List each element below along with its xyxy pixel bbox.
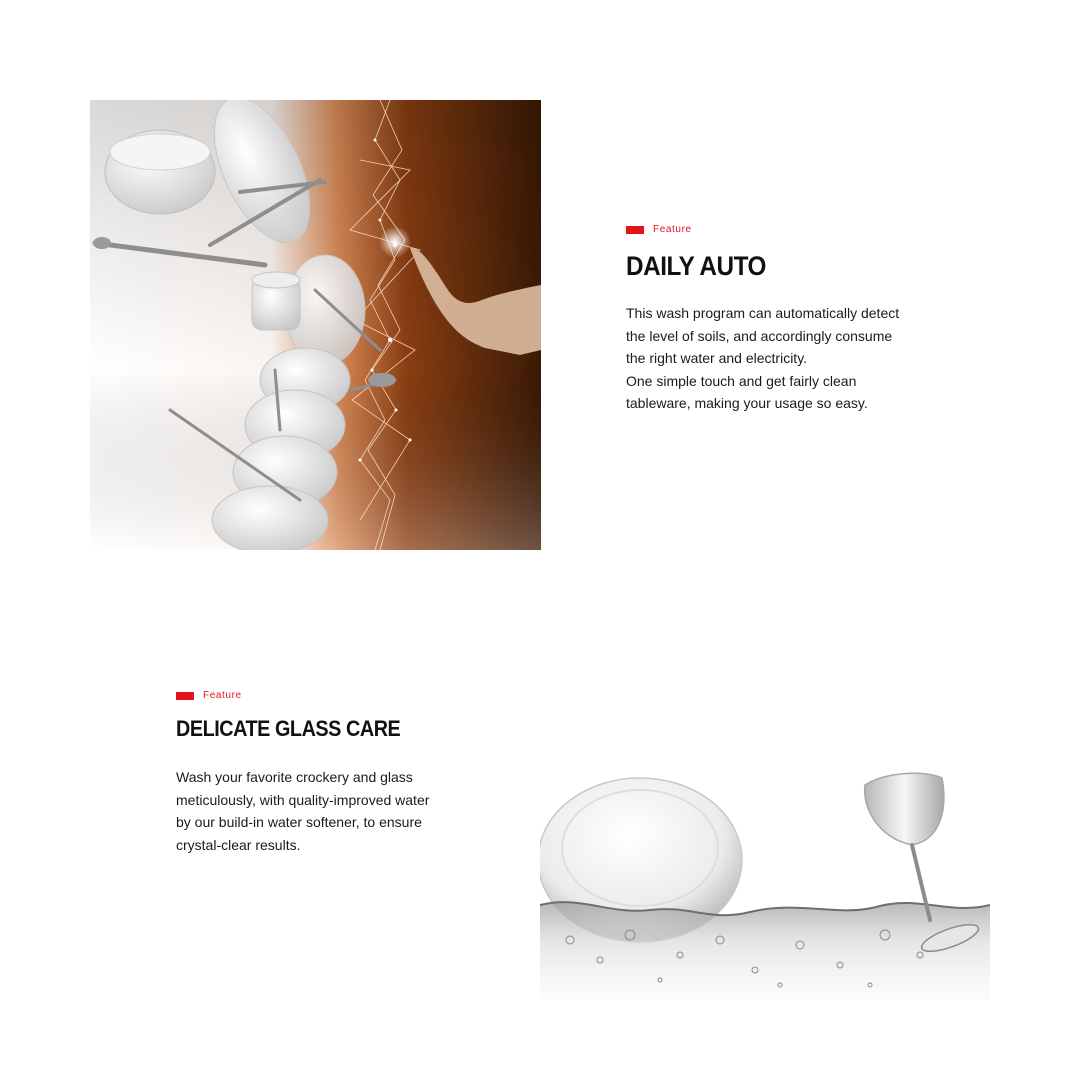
daily-auto-heading: DAILY AUTO bbox=[626, 251, 766, 281]
feature-tag bbox=[626, 224, 966, 236]
description-line: the right water and electricity. bbox=[626, 350, 808, 366]
description-line: crystal-clear results. bbox=[176, 836, 301, 853]
description-line: tableware, making your usage so easy. bbox=[626, 395, 868, 411]
daily-auto-image bbox=[90, 100, 541, 550]
delicate-glass-image bbox=[540, 700, 990, 1000]
description-line: meticulously, with quality-improved water bbox=[176, 791, 430, 808]
daily-auto-section bbox=[626, 224, 966, 415]
feature-tag-bar bbox=[176, 692, 194, 700]
description-line: This wash program can automatically detect bbox=[626, 305, 900, 321]
description-line: One simple touch and get fairly clean bbox=[626, 372, 857, 389]
feature-tag-label: Feature bbox=[653, 224, 692, 235]
description-line: Wash your favorite crockery and glass bbox=[176, 769, 413, 785]
feature-tag bbox=[176, 690, 506, 702]
feature-tag-bar bbox=[626, 226, 644, 234]
description-line: by our build-in water softener, to ensure bbox=[176, 814, 422, 830]
delicate-glass-section bbox=[176, 690, 506, 856]
delicate-glass-description bbox=[176, 766, 506, 856]
description-line: the level of soils, and accordingly consume bbox=[626, 327, 893, 344]
daily-auto-description bbox=[626, 302, 966, 415]
feature-tag-label: Feature bbox=[203, 690, 242, 701]
delicate-glass-heading: DELICATE GLASS CARE bbox=[176, 716, 401, 741]
